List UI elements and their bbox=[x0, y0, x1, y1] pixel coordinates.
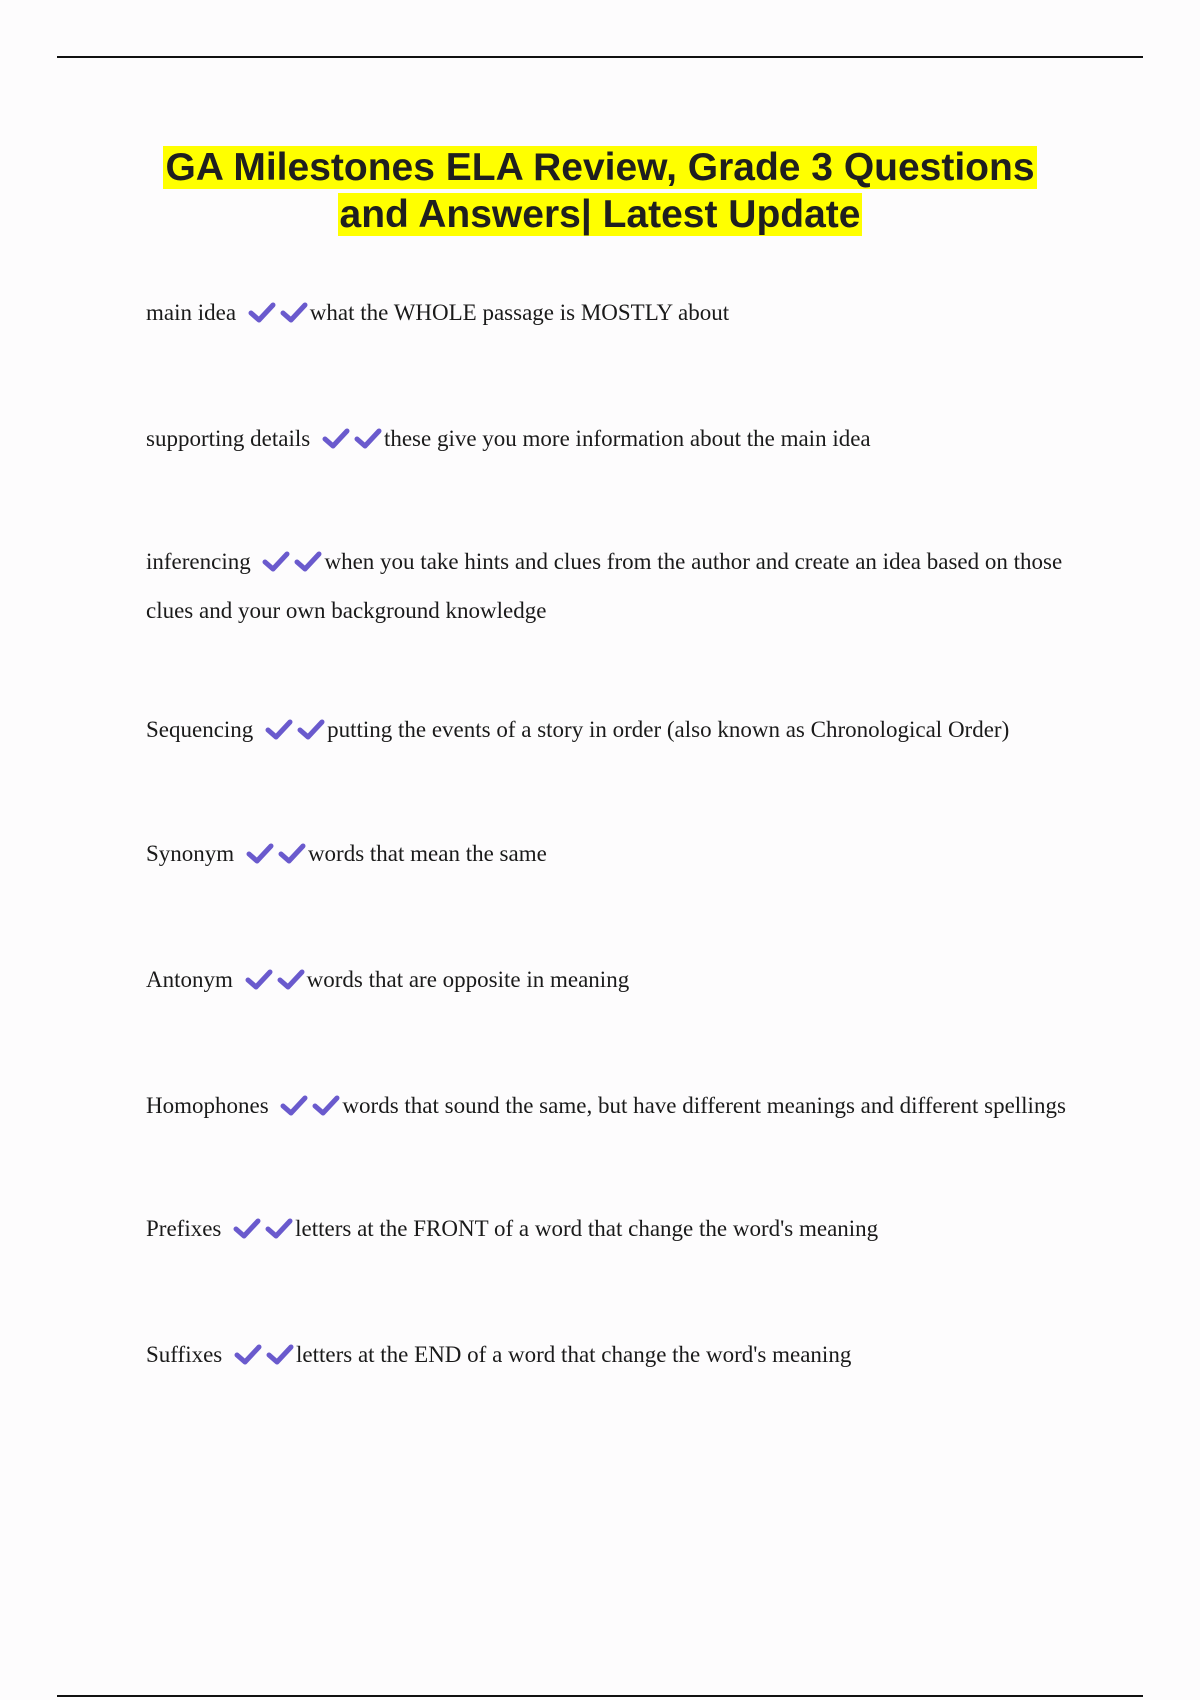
page-title bbox=[100, 144, 1100, 238]
title-line-1: GA Milestones ELA Review, Grade 3 Questions bbox=[165, 146, 1035, 189]
list-item bbox=[146, 416, 1066, 465]
definition: letters at the FRONT of a word that change the word's meaning bbox=[295, 1216, 879, 1241]
term: Sequencing bbox=[146, 717, 254, 742]
check-icon bbox=[278, 842, 306, 864]
list-item bbox=[146, 831, 1066, 880]
term: inferencing bbox=[146, 549, 251, 574]
check-icon bbox=[297, 718, 325, 740]
term: Antonym bbox=[146, 967, 233, 992]
check-icon bbox=[280, 1094, 308, 1116]
check-marks bbox=[245, 960, 305, 1006]
title-line-2: and Answers| Latest Update bbox=[339, 193, 861, 236]
list-item bbox=[146, 1083, 1066, 1132]
definition: these give you more information about the main idea bbox=[383, 426, 871, 451]
definition: what the WHOLE passage is MOSTLY about bbox=[309, 300, 730, 325]
definition: words that sound the same, but have different meanings and different spellings bbox=[342, 1093, 1066, 1118]
check-icon bbox=[322, 427, 350, 449]
check-marks bbox=[233, 1209, 293, 1255]
check-icon bbox=[262, 550, 290, 572]
check-marks bbox=[280, 1086, 340, 1132]
check-marks bbox=[234, 1335, 294, 1381]
list-item bbox=[146, 707, 1066, 756]
check-icon bbox=[233, 1217, 261, 1239]
list-item bbox=[146, 1206, 1066, 1255]
check-icon bbox=[280, 301, 308, 323]
definition: when you take hints and clues from the author and create an idea based on those clues and your own background knowledge bbox=[146, 549, 1063, 623]
check-icon bbox=[248, 301, 276, 323]
term: Prefixes bbox=[146, 1216, 222, 1241]
definition: letters at the END of a word that change the word's meaning bbox=[296, 1342, 852, 1367]
term: Homophones bbox=[146, 1093, 269, 1118]
check-icon bbox=[294, 550, 322, 572]
check-marks bbox=[322, 419, 382, 465]
term: supporting details bbox=[146, 426, 311, 451]
check-icon bbox=[354, 427, 382, 449]
check-icon bbox=[265, 1217, 293, 1239]
check-marks bbox=[262, 542, 322, 588]
check-icon bbox=[234, 1343, 262, 1365]
qa-list bbox=[146, 290, 1066, 1381]
list-item bbox=[146, 957, 1066, 1006]
check-icon bbox=[266, 1343, 294, 1365]
list-item bbox=[146, 539, 1066, 634]
top-divider bbox=[57, 56, 1143, 58]
check-icon bbox=[245, 968, 273, 990]
check-marks bbox=[265, 710, 325, 756]
definition: words that mean the same bbox=[307, 841, 547, 866]
check-marks bbox=[248, 293, 308, 339]
term: main idea bbox=[146, 300, 237, 325]
definition: words that are opposite in meaning bbox=[306, 967, 630, 992]
term: Suffixes bbox=[146, 1342, 223, 1367]
list-item bbox=[146, 290, 1066, 339]
definition: putting the events of a story in order (also known as Chronological Order) bbox=[327, 717, 1010, 742]
check-icon bbox=[312, 1094, 340, 1116]
check-icon bbox=[277, 968, 305, 990]
bottom-divider bbox=[57, 1695, 1143, 1697]
check-icon bbox=[265, 718, 293, 740]
check-icon bbox=[246, 842, 274, 864]
list-item bbox=[146, 1332, 1066, 1381]
term: Synonym bbox=[146, 841, 235, 866]
check-marks bbox=[246, 834, 306, 880]
